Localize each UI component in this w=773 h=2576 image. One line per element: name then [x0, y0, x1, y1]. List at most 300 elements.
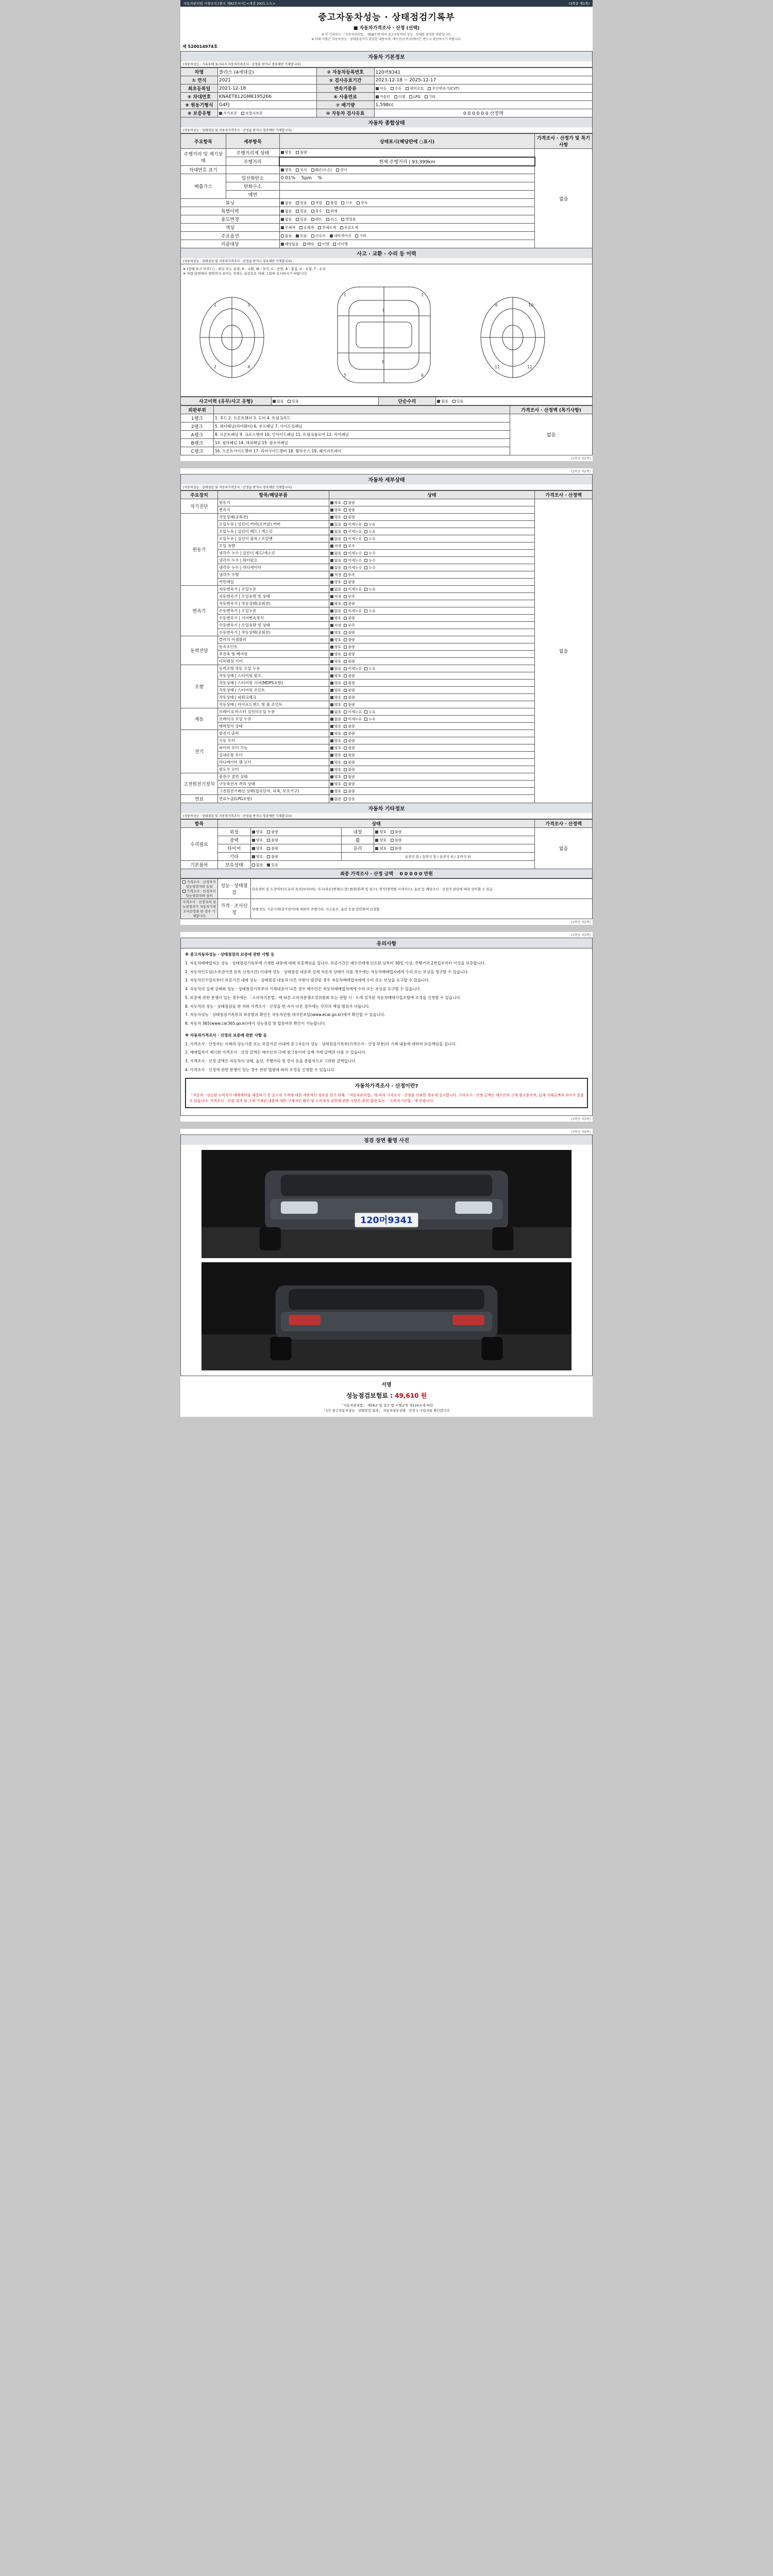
opt-tuning-yes[interactable]: 있음	[296, 200, 307, 206]
opt-7-2-0[interactable]	[330, 789, 342, 794]
opt-7-0-1[interactable]	[344, 774, 355, 779]
checkbox-3-0-1[interactable]	[344, 638, 347, 641]
checkbox-6-3-0[interactable]	[330, 754, 333, 757]
opt-options-none[interactable]: 없음	[281, 233, 292, 239]
checkbox-3-0-0[interactable]	[330, 638, 333, 641]
opt-0-0-1[interactable]	[344, 500, 355, 505]
opt-2-4-1[interactable]	[344, 616, 355, 621]
opt-1-7-2[interactable]	[364, 565, 376, 570]
opt-transmission-auto[interactable]: 자동	[376, 86, 387, 91]
opt-4-0-1[interactable]	[344, 666, 362, 671]
checkbox-2-3-2[interactable]	[364, 609, 367, 613]
detail-state-4-3	[329, 687, 535, 694]
checkbox-2-0-1[interactable]	[344, 588, 347, 591]
opt-4-2-0[interactable]	[330, 681, 342, 686]
checkbox-1-1-0[interactable]	[330, 523, 333, 526]
opt-interior-good[interactable]: 양호	[375, 829, 386, 835]
page2-header-indicator: (3쪽중 제2쪽)	[571, 470, 591, 473]
opt-3-1-0[interactable]	[330, 645, 342, 650]
notice-sect1-title: ※ 중고자동차성능 · 상태점검의 보증에 관한 사항 등	[185, 952, 275, 957]
opt-1-6-2[interactable]	[364, 558, 376, 563]
opt-basic-none[interactable]: 없음	[252, 862, 263, 868]
opt-6-1-1[interactable]	[344, 738, 355, 743]
checkbox-6-4-1[interactable]	[344, 761, 347, 764]
checkbox-6-2-1[interactable]	[344, 747, 347, 750]
opt-1-6-0[interactable]	[330, 558, 342, 563]
opt-1-8-1[interactable]	[344, 572, 355, 578]
opt-2-2-0[interactable]	[330, 601, 342, 606]
opt-recall-na[interactable]: 해당없음	[281, 242, 299, 247]
checkbox-7-1-1[interactable]	[344, 783, 347, 786]
opt-1-2-1[interactable]	[344, 529, 362, 534]
detail-item-3-1: 등속조인트	[217, 643, 329, 651]
opt-2-0-1[interactable]	[344, 587, 362, 592]
opt-2-0-2[interactable]	[364, 587, 376, 592]
checkbox-6-1-0[interactable]	[330, 739, 333, 742]
opt-4-4-1[interactable]	[344, 695, 355, 700]
notice-item-a-5: 6. 자동차의 성능 · 상태점검을 한 자와 가격조사 · 산정을 한 자가 다른 경우에는 각각의 책임 범위가 다릅니다.	[185, 1004, 371, 1009]
overall-group-recall: 리콜대상	[181, 240, 280, 248]
checkbox-6-5-1[interactable]	[344, 768, 347, 771]
checkbox-1-7-0[interactable]	[330, 566, 333, 569]
opt-label-4-0-0: 없음	[334, 666, 342, 671]
opt-recall-notdone[interactable]: 미이행	[333, 242, 347, 247]
opt-glass-bad[interactable]: 불량	[391, 846, 402, 851]
opt-2-1-1[interactable]	[344, 594, 355, 599]
opt-7-1-0[interactable]	[330, 782, 342, 787]
opt-2-1-0[interactable]	[330, 594, 342, 599]
opt-1-8-0[interactable]	[330, 572, 342, 578]
checkbox-2-3-1[interactable]	[344, 609, 347, 613]
checkbox-7-0-0[interactable]	[330, 775, 333, 778]
opt-options-yes[interactable]: 있음	[296, 233, 307, 239]
opt-warranty-insurance[interactable]: 보험사보증	[241, 111, 263, 116]
opt-2-3-2[interactable]	[364, 608, 376, 614]
checkbox-5-2-1[interactable]	[344, 725, 347, 728]
opt-label-0-0-1: 불량	[348, 500, 355, 505]
checkbox-1-9-0[interactable]	[330, 581, 333, 584]
detail-item-3-3: 디퍼렌셜 기어	[217, 658, 329, 665]
checkbox-4-5-0[interactable]	[330, 703, 333, 706]
checkbox-4-3-0[interactable]	[330, 689, 333, 692]
opt-interior-bad[interactable]: 불량	[391, 829, 402, 835]
checkbox-1-5-2[interactable]	[364, 552, 367, 555]
opt-transmission-cvt[interactable]: 무단변속기(CVT)	[428, 86, 459, 91]
checkbox-0-0-1[interactable]	[344, 501, 347, 504]
opt-6-3-1[interactable]	[344, 753, 355, 758]
checkbox-2-3-0[interactable]	[330, 609, 333, 613]
opt-label-1-2-1: 미세누유	[348, 529, 362, 534]
opt-4-0-0[interactable]	[330, 666, 342, 671]
opt-5-2-0[interactable]	[330, 724, 342, 729]
opt-options-etc[interactable]: 기타	[355, 233, 366, 239]
checkbox-1-3-0[interactable]	[330, 537, 333, 540]
checkbox-1-1-2[interactable]	[364, 523, 367, 526]
opt-4-3-1[interactable]	[344, 688, 355, 693]
opt-1-7-1[interactable]	[344, 565, 362, 570]
checkbox-8-0-1[interactable]	[344, 798, 347, 801]
checkbox-1-7-1[interactable]	[344, 566, 347, 569]
checkbox-1-7-2[interactable]	[364, 566, 367, 569]
opt-2-2-1[interactable]	[344, 601, 355, 606]
opt-5-1-1[interactable]	[344, 717, 362, 722]
opt-1-3-0[interactable]	[330, 536, 342, 541]
opt-vin-damaged[interactable]: 훼손(오손)	[311, 167, 332, 173]
opt-recall-applicable[interactable]: 해당	[303, 242, 314, 247]
opt-5-1-2[interactable]	[364, 717, 376, 722]
opt-4-5-0[interactable]	[330, 702, 342, 707]
checkbox-2-1-1[interactable]	[344, 595, 347, 598]
svg-text:10: 10	[528, 303, 534, 308]
opt-usage-lease[interactable]: 리스	[326, 217, 338, 222]
checkbox-4-5-1[interactable]	[344, 703, 347, 706]
opt-tire-bad[interactable]: 불량	[267, 846, 278, 851]
opt-6-0-1[interactable]	[344, 731, 355, 736]
checkbox-2-5-1[interactable]	[344, 624, 347, 627]
opt-5-2-1[interactable]	[344, 724, 355, 729]
opt-2-3-0[interactable]	[330, 608, 342, 614]
opt-1-2-2[interactable]	[364, 529, 376, 534]
svg-text:9: 9	[495, 303, 498, 308]
opt-basic-yes[interactable]: 있음	[267, 862, 278, 868]
checkbox-0-0-0[interactable]	[330, 501, 333, 504]
value-co: 0.01%	[280, 175, 296, 181]
opt-7-0-0[interactable]	[330, 774, 342, 779]
checkbox-2-1-0[interactable]	[330, 595, 333, 598]
opt-1-1-2[interactable]	[364, 522, 376, 527]
page3-footer: (3쪽중 제3쪽)	[571, 1117, 591, 1121]
opt-other-good[interactable]: 양호	[252, 854, 263, 859]
checkbox-1-5-0[interactable]	[330, 552, 333, 555]
checkbox-2-5-0[interactable]	[330, 624, 333, 627]
checkbox-2-2-0[interactable]	[330, 602, 333, 605]
checkbox-1-5-1[interactable]	[344, 552, 347, 555]
checkbox-3-3-0[interactable]	[330, 660, 333, 663]
opt-tuning-structure[interactable]: 구조	[341, 200, 352, 206]
opt-other-bad[interactable]: 불량	[267, 854, 278, 859]
checkbox-4-2-0[interactable]	[330, 682, 333, 685]
checkbox-0-1-1[interactable]	[344, 509, 347, 512]
label-transmission: 변속기종류	[316, 84, 374, 93]
opt-fuel-etc[interactable]: 기타	[425, 94, 436, 99]
checkbox-1-1-1[interactable]	[344, 523, 347, 526]
opt-odometer-bad[interactable]: 불량	[296, 150, 307, 155]
checkbox-4-1-0[interactable]	[330, 674, 333, 677]
checkbox-assessor-same[interactable]	[182, 880, 186, 884]
opt-1-9-1[interactable]	[344, 580, 355, 585]
opt-7-2-1[interactable]	[344, 789, 355, 794]
opt-accident-yes[interactable]: 있음	[288, 399, 299, 404]
checkbox-3-2-0[interactable]	[330, 653, 333, 656]
checkbox-5-0-1[interactable]	[344, 710, 347, 714]
checkbox-1-6-1[interactable]	[344, 559, 347, 562]
checkbox-1-0-1[interactable]	[344, 516, 347, 519]
checkbox-1-2-2[interactable]	[364, 530, 367, 533]
opt-label-4-2-0: 양호	[334, 681, 342, 685]
opt-4-1-1[interactable]	[344, 673, 355, 679]
checkbox-1-8-1[interactable]	[344, 573, 347, 577]
opt-special-fire[interactable]: 화재	[326, 209, 338, 214]
detail-item-6-0: 발전기 출력	[217, 730, 329, 737]
checkbox-6-1-1[interactable]	[344, 739, 347, 742]
opt-color-full-paint[interactable]: 전체도색	[318, 225, 336, 230]
opt-transmission-semi[interactable]: 세미오토	[406, 86, 424, 91]
opt-4-2-1[interactable]	[344, 681, 355, 686]
checkbox-0-1-0[interactable]	[330, 509, 333, 512]
checkbox-6-4-0[interactable]	[330, 761, 333, 764]
checkbox-6-3-1[interactable]	[344, 754, 347, 757]
checkbox-3-2-1[interactable]	[344, 653, 347, 656]
opt-polish-good[interactable]: 양호	[252, 838, 263, 843]
opt-3-2-0[interactable]	[330, 652, 342, 657]
svg-text:11: 11	[495, 365, 500, 369]
opt-1-5-0[interactable]	[330, 551, 342, 556]
inspection-photo-front	[201, 1150, 572, 1258]
opt-vin-different[interactable]: 상이	[336, 167, 347, 173]
opt-special-none[interactable]: 없음	[281, 209, 292, 214]
detail-item-8-0: 연료누출(LPG포함)	[217, 795, 329, 803]
opt-1-3-2[interactable]	[364, 536, 376, 541]
checkbox-1-2-0[interactable]	[330, 530, 333, 533]
detail-item-1-9: 커먼레일	[217, 579, 329, 586]
opt-1-4-1[interactable]	[344, 544, 355, 549]
opt-1-7-0[interactable]	[330, 565, 342, 570]
opt-color-achromatic[interactable]: 무채색	[281, 225, 295, 230]
checkbox-6-0-0[interactable]	[330, 732, 333, 735]
opt-2-6-0[interactable]	[330, 630, 342, 635]
opt-2-4-0[interactable]	[330, 616, 342, 621]
checkbox-7-0-1[interactable]	[344, 775, 347, 778]
opt-5-1-0[interactable]	[330, 717, 342, 722]
opt-vin-good[interactable]: 양호	[281, 167, 292, 173]
opt-vin-corroded[interactable]: 부식	[296, 167, 307, 173]
checkbox-4-1-1[interactable]	[344, 674, 347, 677]
opt-label-4-5-1: 불량	[348, 702, 355, 707]
checkbox-1-2-1[interactable]	[344, 530, 347, 533]
opt-transmission-manual[interactable]: 수동	[391, 86, 402, 91]
opt-fuel-gasoline[interactable]: 가솔린	[376, 94, 390, 99]
opt-6-3-0[interactable]	[330, 753, 342, 758]
opt-4-5-1[interactable]	[344, 702, 355, 707]
checkbox-1-3-1[interactable]	[344, 537, 347, 540]
checkbox-4-0-1[interactable]	[344, 667, 347, 670]
opt-label-1-6-2: 누수	[368, 558, 376, 563]
opt-tire-good[interactable]: 양호	[252, 846, 263, 851]
opt-0-1-0[interactable]	[330, 507, 342, 513]
value-transmission	[374, 84, 592, 93]
opt-3-0-1[interactable]	[344, 637, 355, 642]
checkbox-1-4-0[interactable]	[330, 545, 333, 548]
checkbox-6-5-0[interactable]	[330, 768, 333, 771]
checkbox-7-2-0[interactable]	[330, 790, 333, 793]
checkbox-2-4-0[interactable]	[330, 617, 333, 620]
opt-6-4-1[interactable]	[344, 760, 355, 765]
opt-wheel-good[interactable]: 양호	[375, 838, 386, 843]
detail-item-1-4: 오일 유량	[217, 543, 329, 550]
opt-6-4-0[interactable]	[330, 760, 342, 765]
checkbox-6-2-0[interactable]	[330, 747, 333, 750]
opt-accident-none[interactable]: 없음	[273, 399, 284, 404]
checkbox-2-0-2[interactable]	[364, 588, 367, 591]
opt-1-5-1[interactable]	[344, 551, 362, 556]
checkbox-3-1-0[interactable]	[330, 646, 333, 649]
opt-4-0-2[interactable]	[364, 666, 376, 671]
etc-state-polish	[250, 836, 341, 844]
opt-label-1-7-1: 미세누수	[348, 565, 362, 570]
opt-2-3-1[interactable]	[344, 608, 362, 614]
opt-2-5-1[interactable]	[344, 623, 355, 628]
checkbox-2-6-0[interactable]	[330, 631, 333, 634]
opt-1-6-1[interactable]	[344, 558, 362, 563]
opt-6-2-0[interactable]	[330, 745, 342, 751]
checkbox-5-2-0[interactable]	[330, 725, 333, 728]
opt-1-3-1[interactable]	[344, 536, 362, 541]
svg-text:120머9341: 120머9341	[360, 1215, 413, 1226]
opt-color-chromatic[interactable]: 유채색	[299, 225, 314, 230]
checkbox-2-0-0[interactable]	[330, 588, 333, 591]
checkbox-1-4-1[interactable]	[344, 545, 347, 548]
opt-5-0-1[interactable]	[344, 709, 362, 715]
label-accident-history: 사고이력 (유무/사고 유형)	[181, 397, 272, 405]
detail-item-7-1: 구동축전지 격리 상태	[217, 781, 329, 788]
opt-1-4-0[interactable]	[330, 544, 342, 549]
checkbox-7-1-0[interactable]	[330, 783, 333, 786]
opt-8-0-0[interactable]	[330, 796, 342, 802]
opt-label-2-3-0: 없음	[334, 608, 342, 613]
checkbox-3-3-1[interactable]	[344, 660, 347, 663]
opt-simple-none[interactable]: 없음	[437, 399, 448, 404]
opt-6-1-0[interactable]	[330, 738, 342, 743]
opt-5-0-0[interactable]	[330, 709, 342, 715]
detail-state-4-2	[329, 680, 535, 687]
opt-4-1-0[interactable]	[330, 673, 342, 679]
checkbox-1-3-2[interactable]	[364, 537, 367, 540]
opt-usage-none[interactable]: 없음	[281, 217, 292, 222]
checkbox-4-4-1[interactable]	[344, 696, 347, 699]
checkbox-7-2-1[interactable]	[344, 790, 347, 793]
checkbox-2-4-1[interactable]	[344, 617, 347, 620]
opt-exterior-bad[interactable]: 불량	[267, 829, 278, 835]
opt-usage-rent[interactable]: 렌트	[311, 217, 323, 222]
checkbox-4-0-2[interactable]	[364, 667, 367, 670]
notice-item-b-3: 4. 가격조사 · 산정에 관한 분쟁이 있는 경우 관련 법령에 따라 조정을 신청할 수 있습니다.	[185, 1067, 335, 1072]
opt-4-3-0[interactable]	[330, 688, 342, 693]
opt-polish-bad[interactable]: 불량	[267, 838, 278, 843]
opt-1-0-1[interactable]	[344, 515, 355, 520]
checkbox-1-6-0[interactable]	[330, 559, 333, 562]
opt-4-4-0[interactable]	[330, 695, 342, 700]
opt-8-0-1[interactable]	[344, 796, 355, 802]
opt-2-5-0[interactable]	[330, 623, 342, 628]
opt-1-5-2[interactable]	[364, 551, 376, 556]
checkbox-5-0-2[interactable]	[364, 710, 367, 714]
opt-simple-yes[interactable]: 있음	[452, 399, 464, 404]
opt-3-1-1[interactable]	[344, 645, 355, 650]
opt-recall-done[interactable]: 이행	[318, 242, 329, 247]
opt-6-5-0[interactable]	[330, 767, 342, 772]
opt-2-6-1[interactable]	[344, 630, 355, 635]
checkbox-assessor-diff[interactable]	[182, 890, 186, 893]
opt-special-flood[interactable]: 침수	[311, 209, 323, 214]
checkbox-2-2-1[interactable]	[344, 602, 347, 605]
opt-odometer-good[interactable]: 양호	[281, 150, 292, 155]
opt-exterior-good[interactable]: 양호	[252, 829, 263, 835]
opt-label-1-4-1: 부족	[348, 544, 355, 548]
opt-glass-good[interactable]: 양호	[375, 846, 386, 851]
checkbox-3-1-1[interactable]	[344, 646, 347, 649]
checkbox-1-0-0[interactable]	[330, 516, 333, 519]
notice-item-a-0: 1. 자동차매매업자는 성능 · 상태점검기록부에 기재한 내용에 대해 보증책임을 집니다. 보증기간은 매수인에게 인도된 날부터 30일 이상, 주행거리 2천킬로미터 이상을 보증합니다.	[185, 960, 486, 965]
checkbox-2-6-1[interactable]	[344, 631, 347, 634]
opt-options-sunroof[interactable]: 서루프	[311, 233, 326, 239]
checkbox-4-2-1[interactable]	[344, 682, 347, 685]
checkbox-1-6-2[interactable]	[364, 559, 367, 562]
opt-tuning-none[interactable]: 없음	[281, 200, 292, 206]
checkbox-5-1-2[interactable]	[364, 718, 367, 721]
opt-6-5-1[interactable]	[344, 767, 355, 772]
checkbox-5-1-1[interactable]	[344, 718, 347, 721]
checkbox-5-0-0[interactable]	[330, 710, 333, 714]
opt-tuning-illegal[interactable]: 불법	[326, 200, 338, 206]
opt-0-1-1[interactable]	[344, 507, 355, 513]
opt-special-yes[interactable]: 있음	[296, 209, 307, 214]
opt-usage-commercial[interactable]: 영업용	[341, 217, 356, 222]
opt-usage-yes[interactable]: 있음	[296, 217, 307, 222]
opt-wheel-bad[interactable]: 불량	[391, 838, 402, 843]
opt-3-0-0[interactable]	[330, 637, 342, 642]
opt-1-1-1[interactable]	[344, 522, 362, 527]
footnote-line-1: 「자동차관리법」 제58조 및 같은 법 시행규칙 제120조에 따라	[340, 1403, 433, 1408]
notice-body	[180, 948, 593, 1116]
label-year: ① 연식	[181, 76, 218, 84]
detail-group-4: 조향	[181, 665, 218, 708]
opt-tuning-legal[interactable]: 적법	[311, 200, 323, 206]
opt-tuning-device[interactable]: 장치	[357, 200, 368, 206]
opt-1-1-0[interactable]	[330, 522, 342, 527]
opt-2-0-0[interactable]	[330, 587, 342, 592]
opt-label-3-3-1: 불량	[348, 659, 355, 664]
opt-5-0-2[interactable]	[364, 709, 376, 715]
etc-group-repair: 수리필요	[181, 828, 218, 861]
checkbox-8-0-0[interactable]	[330, 798, 333, 801]
checkbox-4-3-1[interactable]	[344, 689, 347, 692]
checkbox-1-9-1[interactable]	[344, 581, 347, 584]
opt-1-9-0[interactable]	[330, 580, 342, 585]
opt-0-0-0[interactable]	[330, 500, 342, 505]
opt-1-2-0[interactable]	[330, 529, 342, 534]
checkbox-4-0-0[interactable]	[330, 667, 333, 670]
opt-fuel-diesel[interactable]: 디젤	[394, 94, 406, 99]
opt-6-2-1[interactable]	[344, 745, 355, 751]
opt-options-navigation[interactable]: 내비게이션	[330, 233, 351, 239]
opt-7-1-1[interactable]	[344, 782, 355, 787]
opt-color-partial-paint[interactable]: 부분도색	[340, 225, 358, 230]
checkbox-1-8-0[interactable]	[330, 573, 333, 577]
col-parts-note: 가격조사 · 산정액 (특기사항)	[510, 406, 593, 414]
opt-3-3-1[interactable]	[344, 659, 355, 664]
checkbox-6-0-1[interactable]	[344, 732, 347, 735]
opt-label-6-5-0: 양호	[334, 767, 342, 772]
checkbox-5-1-0[interactable]	[330, 718, 333, 721]
opt-1-0-0[interactable]	[330, 515, 342, 520]
opt-3-3-0[interactable]	[330, 659, 342, 664]
checkbox-4-4-0[interactable]	[330, 696, 333, 699]
opt-fuel-lpg[interactable]: LPG	[409, 95, 421, 99]
opt-warranty-self[interactable]: 자가보증	[219, 111, 237, 116]
opt-3-2-1[interactable]	[344, 652, 355, 657]
opt-6-0-0[interactable]	[330, 731, 342, 736]
detail-state-0-0	[329, 499, 535, 506]
